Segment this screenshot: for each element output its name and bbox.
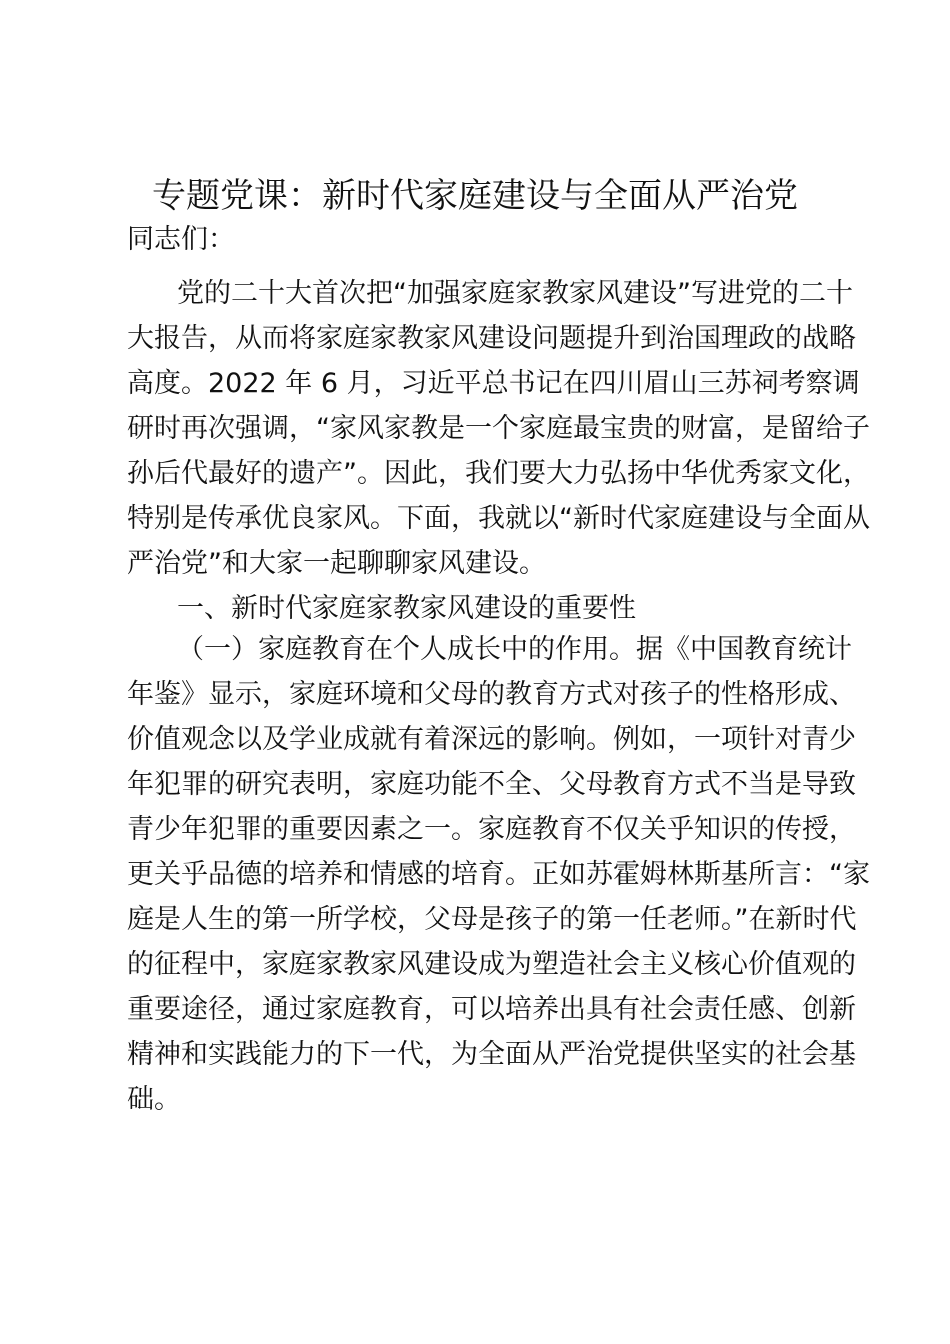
paragraph-line: 的征程中，家庭家教家风建设成为塑造社会主义核心价值观的 — [127, 949, 856, 980]
document-title: 专题党课：新时代家庭建设与全面从严治党 — [152, 176, 798, 216]
paragraph-line: 年鉴》显示，家庭环境和父母的教育方式对孩子的性格形成、 — [127, 679, 856, 710]
paragraph-line: （一）家庭教育在个人成长中的作用。据《中国教育统计 — [177, 634, 852, 665]
paragraph-line: 党的二十大首次把“加强家庭家教家风建设”写进党的二十 — [177, 278, 853, 309]
paragraph-line: 年犯罪的研究表明，家庭功能不全、父母教育方式不当是导致 — [127, 769, 856, 800]
paragraph-line: 孙后代最好的遗产”。因此，我们要大力弘扬中华优秀家文化， — [127, 458, 870, 489]
paragraph-line: 特别是传承优良家风。下面，我就以“新时代家庭建设与全面从 — [127, 503, 870, 534]
paragraph-line: 更关乎品德的培养和情感的培育。正如苏霍姆林斯基所言：“家 — [127, 859, 870, 890]
salutation: 同志们： — [127, 224, 235, 255]
paragraph-line: 严治党”和大家一起聊聊家风建设。 — [127, 548, 546, 579]
paragraph-line: 研时再次强调，“家风家教是一个家庭最宝贵的财富，是留给子 — [127, 413, 870, 444]
section-heading: 一、新时代家庭家教家风建设的重要性 — [177, 593, 636, 624]
paragraph-line: 础。 — [127, 1084, 181, 1115]
paragraph-line: 价值观念以及学业成就有着深远的影响。例如，一项针对青少 — [127, 724, 856, 755]
paragraph-line: 精神和实践能力的下一代，为全面从严治党提供坚实的社会基 — [127, 1039, 856, 1070]
paragraph-line: 青少年犯罪的重要因素之一。家庭教育不仅关乎知识的传授， — [127, 814, 856, 845]
paragraph-line: 庭是人生的第一所学校，父母是孩子的第一任老师。”在新时代 — [127, 904, 857, 935]
paragraph-line: 重要途径，通过家庭教育，可以培养出具有社会责任感、创新 — [127, 994, 856, 1025]
paragraph-line: 高度。2022 年 6 月，习近平总书记在四川眉山三苏祠考察调 — [127, 368, 860, 399]
paragraph-line: 大报告，从而将家庭家教家风建设问题提升到治国理政的战略 — [127, 323, 856, 354]
